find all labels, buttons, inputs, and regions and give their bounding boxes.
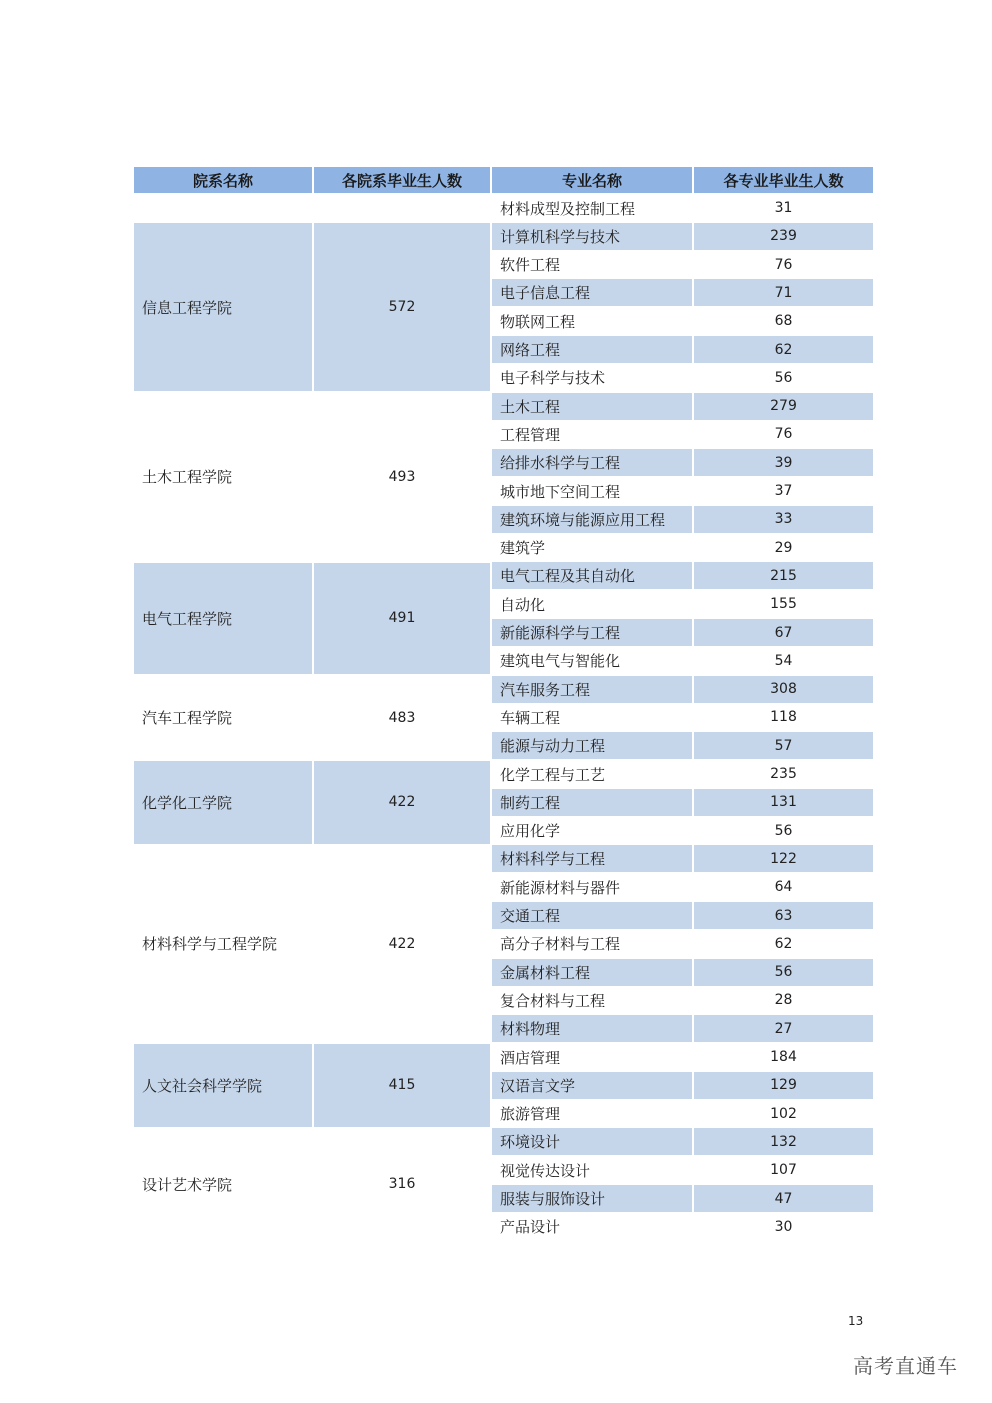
table-row xyxy=(492,308,692,335)
table-row xyxy=(492,478,692,505)
major-name: 材料成型及控制工程 xyxy=(500,199,636,218)
major-name: 高分子材料与工程 xyxy=(500,935,621,954)
major-count-cell xyxy=(694,308,873,335)
major-name: 汽车服务工程 xyxy=(500,680,591,699)
major-count-cell xyxy=(694,959,873,986)
major-count-cell xyxy=(694,987,873,1014)
department-total-cell xyxy=(314,1129,490,1240)
major-name: 建筑电气与智能化 xyxy=(500,652,621,671)
major-count: 33 xyxy=(774,511,793,528)
major-count: 28 xyxy=(774,992,793,1009)
major-count: 56 xyxy=(774,964,793,981)
major-count-cell xyxy=(694,1185,873,1212)
department-total-cell xyxy=(314,846,490,1042)
major-name: 服装与服饰设计 xyxy=(500,1190,606,1208)
table-row xyxy=(492,676,692,703)
table-row xyxy=(492,364,692,391)
major-count: 76 xyxy=(774,426,793,443)
major-count: 76 xyxy=(774,256,793,273)
department-name: 汽车工程学院 xyxy=(142,709,233,728)
major-name: 土木工程 xyxy=(500,397,561,416)
department-total-cell xyxy=(314,563,490,674)
department-total: 491 xyxy=(388,610,416,627)
major-count-cell xyxy=(694,817,873,844)
major-name: 金属材料工程 xyxy=(500,963,591,982)
major-count: 62 xyxy=(774,935,793,952)
major-count: 155 xyxy=(770,596,797,613)
table-row xyxy=(492,619,692,646)
table-row xyxy=(492,534,692,561)
major-count-cell xyxy=(694,195,873,222)
major-count-cell xyxy=(694,478,873,505)
major-count: 71 xyxy=(774,284,793,301)
major-name: 车辆工程 xyxy=(500,708,561,727)
major-count-cell xyxy=(694,393,873,420)
major-count: 57 xyxy=(774,737,793,754)
major-count: 184 xyxy=(770,1049,797,1065)
major-count: 102 xyxy=(770,1105,797,1122)
major-count: 107 xyxy=(770,1162,797,1179)
table-row xyxy=(492,930,692,957)
department-name: 设计艺术学院 xyxy=(142,1175,233,1194)
major-name: 电子信息工程 xyxy=(500,284,591,303)
page-number: 13 xyxy=(848,1314,864,1328)
table-row xyxy=(492,1128,692,1155)
major-count: 30 xyxy=(774,1218,793,1235)
major-count: 67 xyxy=(774,624,793,641)
major-name: 旅游管理 xyxy=(500,1105,561,1124)
major-count: 54 xyxy=(774,652,793,669)
table-row xyxy=(492,817,692,844)
major-name: 新能源材料与器件 xyxy=(500,878,621,897)
table-row xyxy=(492,506,692,533)
department-cell xyxy=(134,846,312,1042)
major-name: 化学工程与工艺 xyxy=(500,765,606,784)
table-row xyxy=(492,591,692,618)
table-row xyxy=(492,1157,692,1184)
department-total-cell xyxy=(314,195,490,221)
major-name: 新能源科学与工程 xyxy=(500,624,621,642)
department-name: 人文社会科学学院 xyxy=(142,1076,263,1095)
major-count-cell xyxy=(694,676,873,703)
table-row xyxy=(492,845,692,872)
department-cell xyxy=(134,563,312,674)
header-major: 专业名称 xyxy=(492,167,692,193)
department-name: 信息工程学院 xyxy=(142,298,233,317)
major-count: 68 xyxy=(774,313,793,330)
major-name: 酒店管理 xyxy=(500,1048,561,1067)
major-count-cell xyxy=(694,1100,873,1127)
major-count: 31 xyxy=(774,200,793,216)
table-row xyxy=(492,251,692,278)
department-cell xyxy=(134,393,312,561)
department-total-cell xyxy=(314,393,490,561)
department-total-cell xyxy=(314,223,490,391)
department-total: 422 xyxy=(388,794,416,811)
major-count: 118 xyxy=(770,709,797,726)
major-count-cell xyxy=(694,449,873,476)
major-count-cell xyxy=(694,902,873,929)
major-count: 215 xyxy=(770,567,797,584)
major-name: 制药工程 xyxy=(500,793,561,812)
table-row xyxy=(492,789,692,816)
major-count-cell xyxy=(694,647,873,674)
major-name: 电气工程及其自动化 xyxy=(500,567,636,586)
table-row xyxy=(492,987,692,1014)
header-department-total: 各院系毕业生人数 xyxy=(314,167,490,193)
major-count: 39 xyxy=(774,454,793,471)
major-name: 复合材料与工程 xyxy=(500,991,606,1010)
major-count: 308 xyxy=(770,681,797,698)
major-name: 汉语言文学 xyxy=(500,1076,576,1095)
department-cell xyxy=(134,1044,312,1127)
major-count-cell xyxy=(694,1044,873,1071)
major-count-cell xyxy=(694,874,873,901)
header-major-count: 各专业毕业生人数 xyxy=(694,167,873,193)
table-row xyxy=(492,562,692,589)
major-count-cell xyxy=(694,279,873,306)
major-name: 物联网工程 xyxy=(500,312,576,331)
table-row xyxy=(492,902,692,929)
table-row xyxy=(492,279,692,306)
major-count: 47 xyxy=(774,1190,793,1207)
major-count: 56 xyxy=(774,369,793,386)
major-name: 计算机科学与技术 xyxy=(500,227,621,246)
major-count-cell xyxy=(694,619,873,646)
table-row xyxy=(492,393,692,420)
major-count-cell xyxy=(694,591,873,618)
watermark: 高考直通车 xyxy=(853,1354,958,1378)
table-row xyxy=(492,732,692,759)
major-name: 城市地下空间工程 xyxy=(500,482,621,501)
major-count-cell xyxy=(694,1157,873,1184)
department-total: 572 xyxy=(388,299,416,316)
major-count: 29 xyxy=(774,539,793,556)
department-total: 422 xyxy=(388,935,416,952)
table-row xyxy=(492,336,692,363)
department-name: 材料科学与工程学院 xyxy=(142,935,278,954)
major-count-cell xyxy=(694,930,873,957)
department-total-cell xyxy=(314,761,490,844)
table-row xyxy=(492,1072,692,1099)
major-name: 软件工程 xyxy=(500,256,561,275)
major-name: 工程管理 xyxy=(500,425,561,444)
table-row xyxy=(492,1015,692,1042)
major-name: 能源与动力工程 xyxy=(500,737,606,756)
major-name: 材料物理 xyxy=(500,1020,561,1039)
major-count: 132 xyxy=(770,1133,797,1150)
major-count-cell xyxy=(694,789,873,816)
major-count: 63 xyxy=(774,907,793,924)
table-row xyxy=(492,647,692,674)
major-count-cell xyxy=(694,1128,873,1155)
department-name: 土木工程学院 xyxy=(142,468,233,487)
department-name: 电气工程学院 xyxy=(142,609,233,628)
table-row xyxy=(492,1044,692,1071)
department-name: 化学化工学院 xyxy=(142,793,233,812)
major-count-cell xyxy=(694,251,873,278)
major-count-cell xyxy=(694,534,873,561)
major-name: 视觉传达设计 xyxy=(500,1161,591,1180)
major-count-cell xyxy=(694,761,873,788)
major-count-cell xyxy=(694,364,873,391)
department-cell xyxy=(134,223,312,391)
department-total: 316 xyxy=(388,1176,416,1193)
major-name: 建筑学 xyxy=(500,539,546,558)
major-count: 129 xyxy=(770,1077,797,1094)
major-count-cell xyxy=(694,223,873,250)
major-name: 自动化 xyxy=(500,595,546,614)
department-cell xyxy=(134,761,312,844)
department-total xyxy=(314,195,490,221)
major-count: 56 xyxy=(774,822,793,839)
major-name: 建筑环境与能源应用工程 xyxy=(500,510,666,529)
table-row xyxy=(492,874,692,901)
department-total-cell xyxy=(314,1044,490,1127)
header-department: 院系名称 xyxy=(134,167,312,193)
major-count-cell xyxy=(694,1072,873,1099)
table-row xyxy=(492,195,692,222)
department-total: 415 xyxy=(388,1077,416,1094)
major-count-cell xyxy=(694,732,873,759)
department-cell xyxy=(134,676,312,759)
major-count: 62 xyxy=(774,341,793,358)
major-count: 27 xyxy=(774,1020,793,1037)
table-row xyxy=(492,223,692,250)
major-count: 122 xyxy=(770,850,797,867)
table-row xyxy=(492,421,692,448)
major-count-cell xyxy=(694,704,873,731)
table-row xyxy=(492,704,692,731)
major-count: 37 xyxy=(774,483,793,499)
major-count: 235 xyxy=(770,766,797,782)
department-total: 483 xyxy=(388,709,416,726)
major-count-cell xyxy=(694,336,873,363)
major-count: 64 xyxy=(774,879,793,896)
major-name: 交通工程 xyxy=(500,907,561,925)
department-cell xyxy=(134,195,312,221)
major-count: 279 xyxy=(770,398,797,415)
major-name: 产品设计 xyxy=(500,1218,561,1237)
major-name: 环境设计 xyxy=(500,1133,561,1152)
table-row xyxy=(492,1213,692,1240)
major-name: 材料科学与工程 xyxy=(500,850,606,869)
major-name: 应用化学 xyxy=(500,822,561,841)
major-count: 239 xyxy=(770,228,797,245)
department-total: 493 xyxy=(388,468,416,485)
major-count-cell xyxy=(694,506,873,533)
major-name: 电子科学与技术 xyxy=(500,369,606,388)
major-name: 网络工程 xyxy=(500,341,561,359)
major-count-cell xyxy=(694,1213,873,1240)
table-row xyxy=(492,1185,692,1212)
major-count: 131 xyxy=(770,794,797,811)
major-name: 给排水科学与工程 xyxy=(500,454,621,473)
table-row xyxy=(492,1100,692,1127)
table-row xyxy=(492,449,692,476)
department-cell xyxy=(134,1129,312,1240)
major-count-cell xyxy=(694,562,873,589)
major-count-cell xyxy=(694,1015,873,1042)
table-row xyxy=(492,959,692,986)
department-total-cell xyxy=(314,676,490,759)
major-count-cell xyxy=(694,421,873,448)
major-count-cell xyxy=(694,845,873,872)
table-row xyxy=(492,761,692,788)
